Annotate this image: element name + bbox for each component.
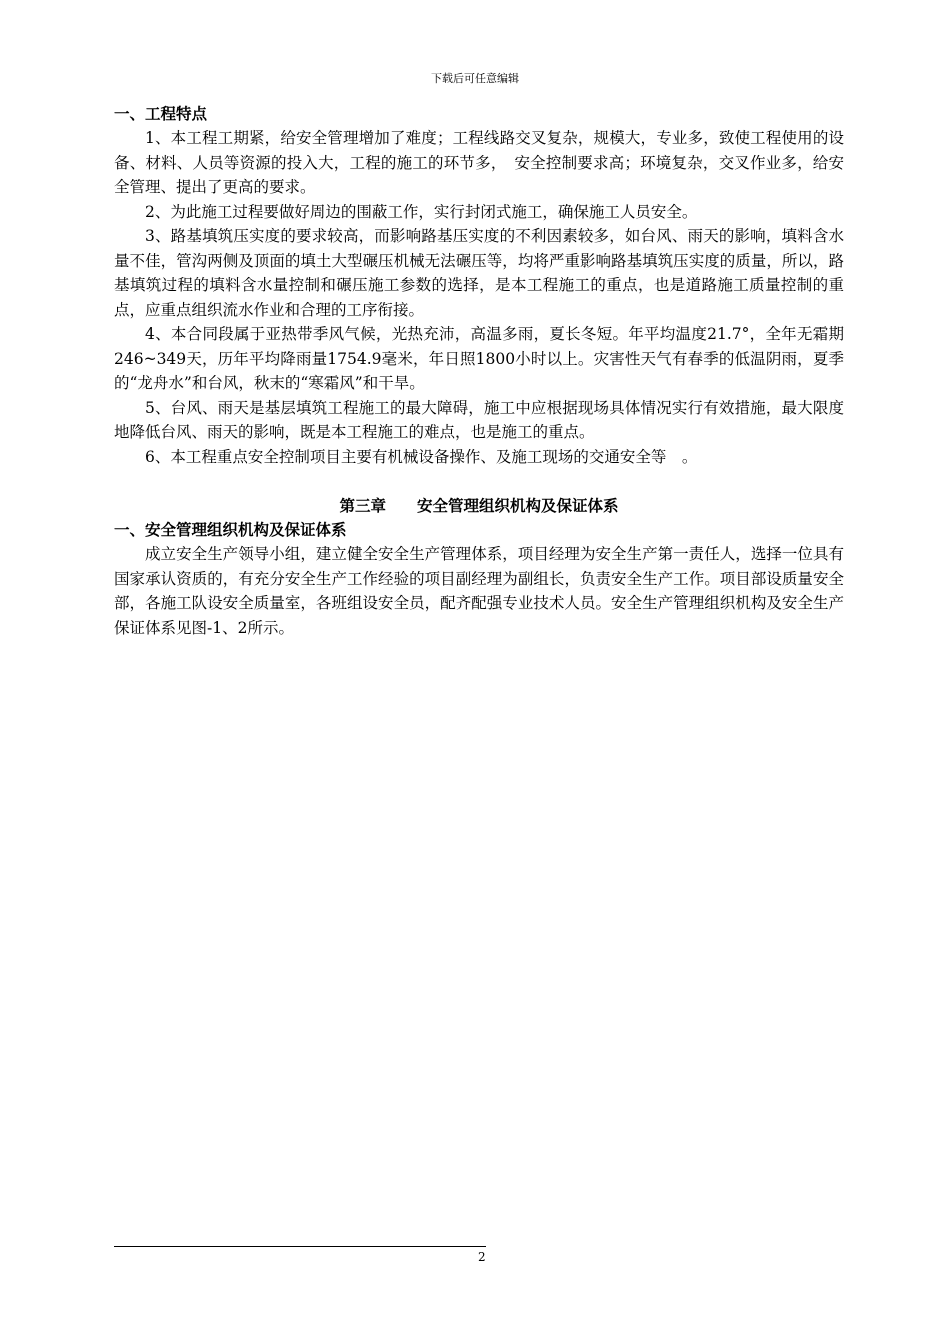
document-body xyxy=(114,102,844,640)
section-heading: 一、安全管理组织机构及保证体系 xyxy=(114,520,347,539)
paragraph: 成立安全生产领导小组，建立健全安全生产管理体系，项目经理为安全生产第一责任人，选择一位具有国家承认资质的，有充分安全生产工作经验的项目副经理为副组长，负责安全生产工作。项目部设质量安全部，各施工队设安全质量室，各班组设安全员，配齐配强专业技术人员。安全生产管理组织机构及安全生产保证体系见图-1、2所示。 xyxy=(114,545,844,637)
chapter-title: 第三章 安全管理组织机构及保证体系 xyxy=(339,496,619,515)
page-number: 2 xyxy=(478,1250,486,1264)
header-note: 下载后可任意编辑 xyxy=(431,72,519,85)
footer-divider xyxy=(114,1246,486,1247)
section-heading: 一、工程特点 xyxy=(114,104,208,123)
paragraph: 3、路基填筑压实度的要求较高，而影响路基压实度的不利因素较多，如台风、雨天的影响，填料含水量不佳，管沟两侧及顶面的填土大型碾压机械无法碾压等，均将严重影响路基填筑压实度的质量，所以，路基填筑过程的填料含水量控制和碾压施工参数的选择，是本工程施工的重点，也是道路施工质量控制的重点，应重点组织流水作业和合理的工序衔接。 xyxy=(114,227,844,319)
paragraph: 5、台风、雨天是基层填筑工程施工的最大障碍，施工中应根据现场具体情况实行有效措施，最大限度地降低台风、雨天的影响，既是本工程施工的难点，也是施工的重点。 xyxy=(114,398,844,441)
paragraph: 4、本合同段属于亚热带季风气候，光热充沛，高温多雨，夏长冬短。年平均温度21.7°，全年无霜期246~349天，历年平均降雨量1754.9毫米，年日照1800小时以上。灾害性天气有春季的低温阴雨，夏季的“龙舟水”和台风，秋末的“寒霜风”和干旱。 xyxy=(114,325,844,392)
paragraph: 1、本工程工期紧，给安全管理增加了难度；工程线路交叉复杂，规模大，专业多，致使工程使用的设备、材料、人员等资源的投入大，工程的施工的环节多， 安全控制要求高；环境复杂，交叉作业多，给安全管理、提出了更高的要求。 xyxy=(114,129,844,196)
paragraph: 6、本工程重点安全控制项目主要有机械设备操作、及施工现场的交通安全等 。 xyxy=(145,447,698,466)
paragraph: 2、为此施工过程要做好周边的围蔽工作，实行封闭式施工，确保施工人员安全。 xyxy=(145,202,698,221)
